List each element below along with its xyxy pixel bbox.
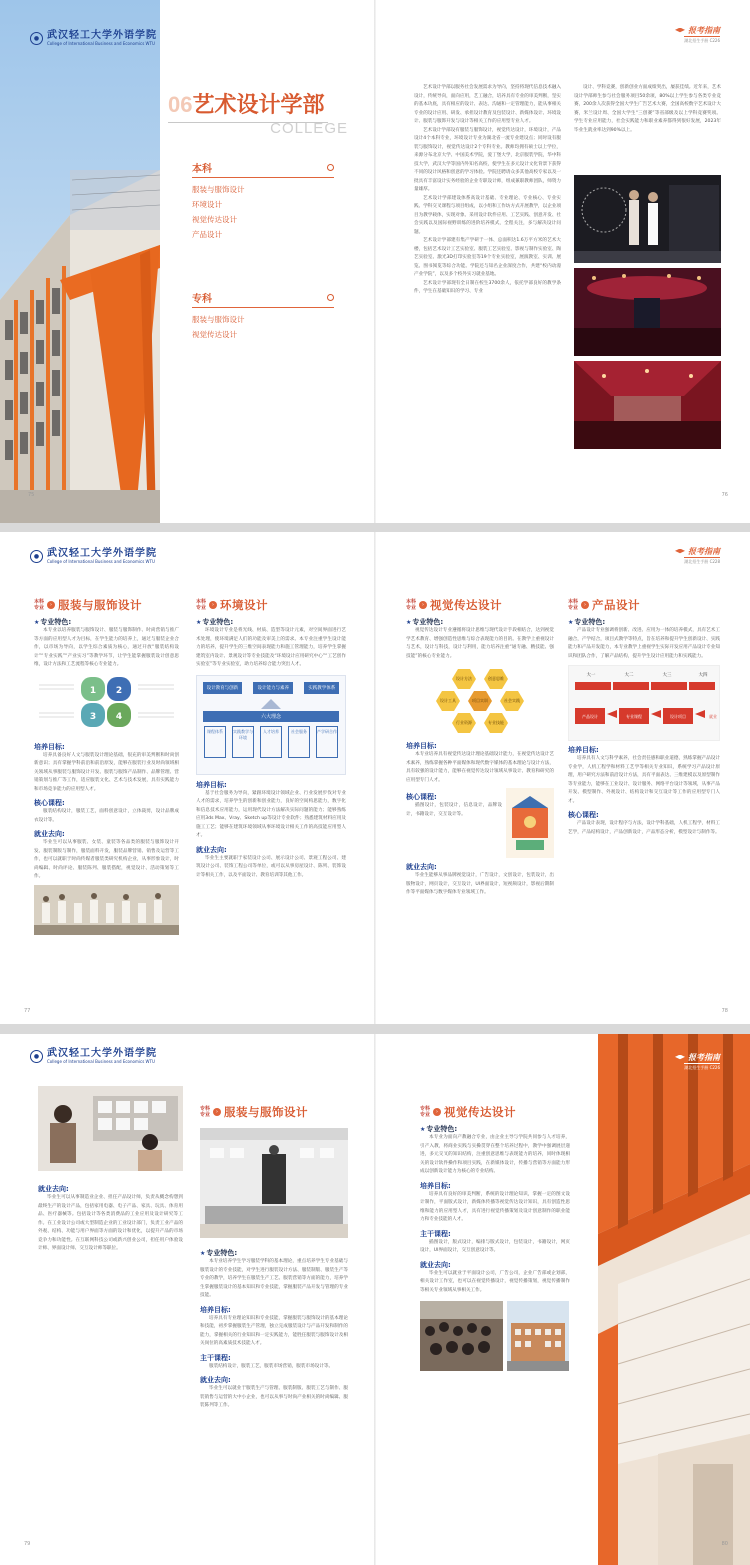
main-courses-text: 服装结构设计，服装工艺，服装市场营销，服装市场设计等。 <box>209 1363 334 1369</box>
undergrad-item[interactable]: 产品设计 <box>192 230 222 239</box>
goal-text: 培养具备良好人文与服装设计理论基础，很充的审美判断和时尚创新意识；具有掌握学科前沿和前沿原发，能够在服装行业及时尚领域相关领域从事服装与服饰设计开发、服装与服饰产品制作、品牌管理、营销策划与推广等工作，适应服装文化、艺术与技术发展，具有实践能力和市场竞争能力的应用型人才。 <box>34 752 179 792</box>
undergrad-item[interactable]: 视觉传达设计 <box>192 215 237 224</box>
hexagon-figure <box>406 665 554 737</box>
feature-text: 本专业培养学生学习服装学科的基本理论，重点培养学生专业基础与服装设计的专业技能，对学生进行服装设计方法、服装制版、服装生产等专业的教学，培养学生在服装生产工艺、服装营销等方面的能力，培养学生掌握服装设计的基本知识和专业技能，掌握服装产品开发与管理的专业技能。 <box>200 1259 348 1298</box>
building-photo-left <box>0 0 160 523</box>
level-b: 专业 <box>196 605 207 611</box>
arrow-circle-icon: › <box>213 1108 221 1116</box>
goal-title: 培养目标: <box>200 1305 231 1314</box>
level-b: 专业 <box>568 605 579 611</box>
school-name-en: College of International Business and Economics WTU <box>47 41 155 46</box>
career-text: 毕业生可以从事制造业企业、担任产品设计师，负责从概念构想到最终生产的设计产品，包括家用电器、电子产品、家具、玩具、体育用品、医疗器械等。包括设计等各类消费品的工业应用及设计研究等工作。在工业设计公司或大型制造企业的工业设计部门，负责工业产品的外观、结构、功能与用户界面等方面的设计和优化，以提升产品的市场竞争力和功能性。在互联网科技公司或新兴创业公司，担任用户体验设计师、界面设计师、交互设计师等职位。 <box>38 1195 183 1251</box>
numbered-grid-figure <box>34 673 179 738</box>
feature-text: 视觉传达设计专业遵循将设计思维与现代设计手段相结合，达到视觉学艺术教育、增强创造性思维与综合表现能力的目的。在教学上重视设计与艺术，设计与科技，设计与利用，能力培养注重“通专融、精技能、强技能”的核心专业能力。 <box>406 628 554 659</box>
major-name: 产品设计 <box>592 598 641 612</box>
major-card-visual <box>406 597 554 898</box>
career-title: 就业去向: <box>38 1185 69 1193</box>
guide-title: 报考指南 <box>688 1053 720 1062</box>
level-b: 专业 <box>406 605 417 611</box>
level-a: 本科 <box>568 599 579 605</box>
career-title: 就业去向: <box>200 1376 231 1384</box>
flow-step: 产品设计 <box>582 714 598 719</box>
feature-text: 本专业以培养服装与服饰设计、服装与服饰制作、时尚营销与推广等方面的应用型人才为目标，在学生能力的培养上，通过与服装企业合作，以市场为导向，以学生综合素质为核心，通过开放“服装结构设计”“专业实践”“产业实习”等教学环节，让学生能掌握服装设计创意思维，设计方法和工艺流程等核心专业能力。 <box>34 628 179 667</box>
classroom-photo <box>38 1086 183 1171</box>
school-seal-icon: ● <box>30 32 43 45</box>
circle-bullet-icon <box>327 294 334 301</box>
undergrad-label: 本科 <box>192 164 212 175</box>
junior-label: 专科 <box>192 294 212 305</box>
feature-title: ★ 专业特色: <box>34 617 179 627</box>
svg-text:1: 1 <box>89 685 97 696</box>
school-name-en: College of International Business and Economics WTU <box>47 1059 155 1064</box>
diagram-column: 社会服务 <box>288 726 310 758</box>
arrow-circle-icon: › <box>433 1108 441 1116</box>
svg-text:4: 4 <box>115 711 123 722</box>
major-card-fashion-junior <box>200 1104 348 1411</box>
guide-title: 报考指南 <box>688 547 720 556</box>
major-name: 服装与服饰设计 <box>58 598 143 612</box>
page-gutter <box>374 1034 376 1565</box>
goal-text: 本专业培养具有视觉传达设计理论基础设计能力，在视觉传达设计艺术素养，熟练掌握各种平面媒体和现代数字媒体的基本理论与设计方法，具有较强的设计能力，能够在视觉传达设计领域从事设计、教育和研究的应用型专门人才。 <box>406 752 554 783</box>
school-logo <box>30 548 157 564</box>
goal-title: 培养目标: <box>196 780 227 789</box>
career-text: 毕业生主要就职于家装设计公司、展示设计公司、景观工程公司、建筑设计公司、装饰工程公司等单位，或可以从事房屋设计、陈列、装饰设计等相关工作，以及平面设计、教育培训等其他工作。 <box>196 855 346 878</box>
intro-paragraph: 艺术设计学部建设体系高设计基础、专业理论、专业核心、专业实践、学科交叉课程与项目组成，以小组和工作坊方式开展教学，以企业项目为教学载体，实现对象、采用设计软件应用、工艺实践、创意开发、社会实践以及国际视野训练的进阶培养模式，全程关注，多与解决设计问题。 <box>414 195 562 235</box>
intro-paragraph: 设计、学科竞赛，创新创业方面成绩突出，屡获佳绩。近年来，艺术设计学部师生参与社会服务项目50余项，80%以上学生参与各类专业竞赛，200余人次获得全国大学生广告艺术大赛，全国高校数字艺术设计大赛，米兰设计周、全国大学生“三创赛”等省部级及以上学科竞赛奖项。学生专业应用能力，社会实践能力和职业素养都得到很好发展，2023年毕业生就业率达到90%以上。 <box>574 85 721 133</box>
junior-item[interactable]: 视觉传达设计 <box>192 330 237 339</box>
six-concepts-diagram <box>196 675 346 775</box>
feature-text: 环境设计专业是将光线、材质、造型等设计元素，对空间界面进行艺术处理，使环境满足人们的功能及审美上的需求。本专业注重学生设计能力的培养，提升学生的三维空间表现能力和施工管理能力，培养学生掌握建筑室内设计、景观设计等专业技能及“环境设计应用研究中心”“工艺创作实验室”等专业实验室，助力培养综合能力突出人才。 <box>196 628 346 667</box>
guide-title: 报考指南 <box>688 26 720 35</box>
core-title: 核心课程: <box>568 811 599 819</box>
intro-paragraph: 艺术设计学部建有集产学研于一体、总面积达1.6万平方米的艺术大楼，包括艺术设计工艺实验室、服装工艺实验室、影视与制作实验室、陶艺实验室、激光3D打印实验室等19个专业实验室，展演教室、实训、展览、图书阅览等综合功能。学院还与知名企业深度合作，共建“校内动漫产业学院”，以及多个校外实习就业基地。 <box>414 238 562 277</box>
page-gutter <box>374 532 376 1024</box>
feature-text: 产品设计专业强调将创新、改进、应用为一体的培养模式，具有艺术工融合，产学结合，项目式教学等特点，旨在培养和提升学生创新设计、实践能力和产品开发能力，本专业教学上重视学生实际开发应用产品设计专业知识和团队合作，了解产品结构，提升学生设计应用能力和实践能力。 <box>568 628 720 659</box>
hex-label: 行业资源 <box>456 720 472 725</box>
core-title: 核心课程: <box>406 793 437 801</box>
guide-tag <box>675 25 720 44</box>
hex-label: 设计工具 <box>440 698 456 703</box>
flow-step: 专业课程 <box>626 714 642 719</box>
goal-text: 基于社会服务为导向，紧跟环境设计领域企业、行业发展步伐对专业人才的需求，培养学生的创新和创业能力，良好的空间构思能力，数字化和信息技术应用能力，运用现代设计方法解决实际问题的能力；能够熟练应用3ds Max、Vray、Sketch up等设计专业软件；熟悉建筑材料应用及施工工艺；能够在建筑环境领域从事环境设计相关工作的高技能应用型人才。 <box>196 790 346 838</box>
flow-step: 就业 <box>709 714 717 719</box>
hex-label: 社会实践 <box>504 698 520 703</box>
career-title: 就业去向: <box>406 863 437 871</box>
arrow-circle-icon: › <box>419 601 427 609</box>
studio-photo <box>200 1128 348 1238</box>
diagram-box: 设计能力与素养 <box>253 682 293 694</box>
svg-text:2: 2 <box>115 685 123 696</box>
intro-paragraph: 艺术设计学部设有服装与服饰设计，视觉传达设计，环境设计，产品设计4个本科专业，环境设计专业为湖北省一流专业建设点；同时设有服装与服饰设计，视觉传达设计2个专科专业。教师均拥有硕士以上学位，来源分布北京大学、中国美术学院，爱丁堡大学，北京服装学院，华中科技大学，武汉大学等国内外知名高校，使学生在多元设计文化背景下获得不同的设计风格和创意的学习体验。学院还聘请众多其他高校专家以及一批具有丰富设计实务经验的企业专职设计师，组成兼职教师团队，师资力量雄厚。 <box>414 127 562 192</box>
school-name-en: College of International Business and Economics WTU <box>47 559 155 564</box>
school-seal-icon: ● <box>30 550 43 563</box>
diagram-box: 设计教育与创新 <box>203 682 243 694</box>
flow-step: 设计项目 <box>670 714 686 719</box>
level-a: 本科 <box>406 599 417 605</box>
guide-tag <box>675 546 720 565</box>
major-card-environment <box>196 597 346 880</box>
page-number: 79 <box>24 1541 31 1547</box>
school-name-cn: 武汉轻工大学外语学院 <box>47 1048 157 1059</box>
hex-label: 设计方法 <box>456 676 472 681</box>
spread-2 <box>0 532 750 1024</box>
intro-column-1 <box>414 84 561 297</box>
feature-title: ★ 专业特色: <box>568 617 720 627</box>
arrow-circle-icon: › <box>209 601 217 609</box>
flow-year: 大二 <box>624 673 634 678</box>
guide-subtitle: 湖北招生手册 C226 <box>684 1065 720 1070</box>
hex-label: 创意思维 <box>488 676 504 681</box>
diagram-column: 实践教学与环境 <box>232 726 254 758</box>
level-a: 本科 <box>34 599 45 605</box>
building-photo-right <box>598 1034 750 1565</box>
spread-3 <box>0 1034 750 1565</box>
graduation-cap-icon <box>675 549 685 555</box>
guide-subtitle: 湖北招生手册 C228 <box>684 559 720 564</box>
main-courses-title: 主干课程: <box>200 1353 231 1362</box>
undergrad-block <box>192 160 334 242</box>
goal-text: 培养具有良好的审美判断，系统的设计理论知识，掌握一定的图文设计制作，平面版式设计，新媒体传播等视觉传达设计知识，具有创造性思维和能力的应用型人才，具有进行视觉传播策划及设计创意制作的职业能力和专业技能的人才。 <box>420 1191 570 1222</box>
hex-label: 项目实训 <box>472 698 488 703</box>
section-heading <box>168 88 348 137</box>
illustration-poster <box>506 788 554 858</box>
crowd-photo <box>420 1301 503 1371</box>
feature-title: ★ 专业特色: <box>200 1248 348 1258</box>
core-text: 产品设计表现，设计程序与方法，设计学科基础，人机工程学，材料工艺学，产品结构设计，产品创新设计，产品形态分析，模型设计与制作等。 <box>568 821 720 835</box>
graduation-cap-icon <box>675 28 685 34</box>
heading-en: COLLEGE <box>270 120 348 137</box>
school-logo <box>30 1048 157 1064</box>
level-a: 本科 <box>196 599 207 605</box>
career-text: 毕业生可以从事服装、女装、童装等各品类的服装与服饰设计开发、服装制版与制作，服装面料开发，服装品牌营销、销售及运营等工作，也可以就职于时尚传媒者服装类研究机构企业，从事形象设计，时尚编辑、时尚评论、服装陈列、服装搭配，视觉设计、活动策划等工作。 <box>34 840 179 879</box>
fashion-show-photo-1 <box>574 175 721 263</box>
school-logo <box>30 30 157 46</box>
junior-block <box>192 290 334 342</box>
school-name-cn: 武汉轻工大学外语学院 <box>47 548 157 559</box>
intro-paragraph: 艺术设计学部现有全日制在校生3700余人，依托学部良好的教学条件，学生在基础知识的学习、专业 <box>414 280 561 294</box>
diagram-column: 人才培养 <box>260 726 282 758</box>
goal-title: 培养目标: <box>406 742 437 750</box>
fashion-career-block <box>38 1180 183 1254</box>
major-card-visual-junior <box>420 1104 570 1371</box>
goal-title: 培养目标: <box>420 1181 451 1190</box>
goal-text: 培养具有人文与科学素养，社会责任感和职业道德，熟练掌握产品设计专业学，人机工程学和材料工艺学等相关专业知识，系统学习产品设计原理，用户研究方法和前沿设计方法，具有平面表达、三维建模以及原型制作等专业能力，能够在工业设计、设计服务、网络平台设计等领域，从事产品开发、模型制作、外观设计、结构设计和交互设计等工作的应用型专门人才。 <box>568 756 720 804</box>
fashion-show-photo-2 <box>574 268 721 356</box>
campus-building-photo <box>507 1301 569 1371</box>
arrow-circle-icon: › <box>47 601 55 609</box>
curriculum-flow-diagram <box>568 665 720 741</box>
undergrad-item[interactable]: 环境设计 <box>192 200 222 209</box>
intro-column-2 <box>574 84 721 135</box>
career-title: 就业去向: <box>34 830 65 838</box>
career-title: 就业去向: <box>196 845 227 854</box>
goal-text: 培养具有专业理论知识和专业技能，掌握服装与服饰设计的基本理论和技能，初步掌握服装生产管理，独立完成服装设计与产品开发和制作的能力，掌握相关的行业知识和一定实践能力，能胜任服装与服饰设计及相关岗位的高素质技术技能人才。 <box>200 1315 348 1346</box>
major-name: 环境设计 <box>220 598 269 612</box>
feature-title: ★ 专业特色: <box>406 617 554 627</box>
arrow-circle-icon: › <box>581 601 589 609</box>
major-card-product <box>568 597 720 837</box>
major-card-fashion <box>34 597 179 935</box>
school-name-cn: 武汉轻工大学外语学院 <box>47 30 157 41</box>
page-number: 75 <box>28 492 35 498</box>
page-number: 78 <box>721 1008 728 1014</box>
career-title: 就业去向: <box>420 1260 451 1269</box>
junior-item[interactable]: 服装与服饰设计 <box>192 315 245 324</box>
page-number: 77 <box>24 1008 31 1014</box>
goal-title: 培养目标: <box>34 742 65 751</box>
diagram-box: 实践教学体系 <box>304 682 339 694</box>
major-name: 视觉传达设计 <box>430 598 503 612</box>
core-title: 核心课程: <box>34 799 65 807</box>
undergrad-item[interactable]: 服装与服饰设计 <box>192 185 245 194</box>
page-number: 76 <box>721 492 728 498</box>
level-a: 专科 <box>200 1106 211 1112</box>
workshop-photo <box>34 885 179 935</box>
feature-title: ★ 专业特色: <box>420 1124 570 1134</box>
fashion-show-photo-3 <box>574 361 721 449</box>
goal-title: 培养目标: <box>568 746 599 754</box>
circle-bullet-icon <box>327 164 334 171</box>
main-courses-title: 主干课程: <box>420 1229 451 1238</box>
graduation-cap-icon <box>675 1055 685 1061</box>
hex-label: 专业技能 <box>488 720 504 725</box>
feature-text: 本专业为面向产教融合专业，由企业主导与学院共同参与人才培养，引产入教，将商业实践与实操贯穿在整个培养过程中，教学中强调展层递进，多元交叉的知识结构，注重创意思维与表现能力的培养，同时体现相关的设计软件操作和项目实践，在新媒体设计，传播与营销等方面能力形成以创新设计能力为核心的专业结构。 <box>420 1135 570 1174</box>
hexagon-cluster <box>406 665 554 737</box>
up-arrow-icon <box>261 699 281 709</box>
level-a: 专科 <box>420 1106 431 1112</box>
career-text: 毕业生可以就业于平面设计公司，广告公司，企业广告部或企划部，相关设计工作室，也可以在视觉传播设计，视觉传播策划，视觉传播制作等相关专业领域从事相关工作。 <box>420 1270 570 1293</box>
flow-year: 大三 <box>662 673 672 678</box>
core-text: 服装结构设计，服装工艺，面料创意设计，立体裁剪，设计品牌成衣设计等。 <box>34 809 179 823</box>
heading-title: 艺术设计学部 <box>192 93 325 118</box>
heading-number: 06 <box>168 92 193 117</box>
major-name: 服装与服饰设计 <box>224 1105 309 1119</box>
level-b: 专业 <box>420 1112 431 1118</box>
spread-1 <box>0 0 750 523</box>
core-text: 插图设计，包装设计，信息设计，品牌设计，书籍设计，交互设计等。 <box>406 803 502 817</box>
guide-subtitle: 湖北招生手册 C226 <box>684 38 720 43</box>
page-number: 80 <box>721 1541 728 1547</box>
intro-paragraph: 艺术设计学部以服务社会发展需求为导向，坚持将现代信息技术融入设计，传统导向，面向应用，艺工融合，培养具有专业的审美判断，坚实的基本功底，具有相应的设计、表达、沟通和一定管理能力，能从事相关专业的设计应用、研发、承担设计教育及包装设计、新媒体设计、环境设计、服装与服饰开发与设计等相关工作的应用型专业人才。 <box>414 85 562 124</box>
page-gutter <box>374 0 376 523</box>
career-text: 毕业生能够从事品牌视觉设计，广告设计，文创设计，包装设计，出版物设计，网页设计，交互设计，UI界面设计，短视频设计，影视后期制作等平面媒体与数字媒体专业领域工作。 <box>406 873 554 895</box>
flow-year: 大四 <box>698 673 708 678</box>
level-b: 专业 <box>34 605 45 611</box>
diagram-column: 课程体系 <box>204 726 226 758</box>
career-text: 毕业生可以就业于服装生产与管理、服装制版、服装工艺与制作、服装销售与运营的大中小企业，也可以从事与时尚产业相关的时尚编辑、服装陈列等工作。 <box>200 1386 348 1408</box>
flow-year: 大一 <box>586 673 596 678</box>
diagram-title: 六大理念 <box>203 711 339 722</box>
level-b: 专业 <box>200 1112 211 1118</box>
diagram-column: 产学研合作 <box>316 726 338 758</box>
school-seal-icon: ● <box>30 1050 43 1063</box>
svg-text:3: 3 <box>89 711 97 722</box>
major-name: 视觉传达设计 <box>444 1105 517 1119</box>
guide-tag <box>675 1052 720 1071</box>
feature-title: ★ 专业特色: <box>196 617 346 627</box>
main-courses-text: 插图设计，版式设计，编排与版式设计，包装设计，书籍设计，网页设计，UI界面设计，交互创意设计等。 <box>420 1239 570 1253</box>
